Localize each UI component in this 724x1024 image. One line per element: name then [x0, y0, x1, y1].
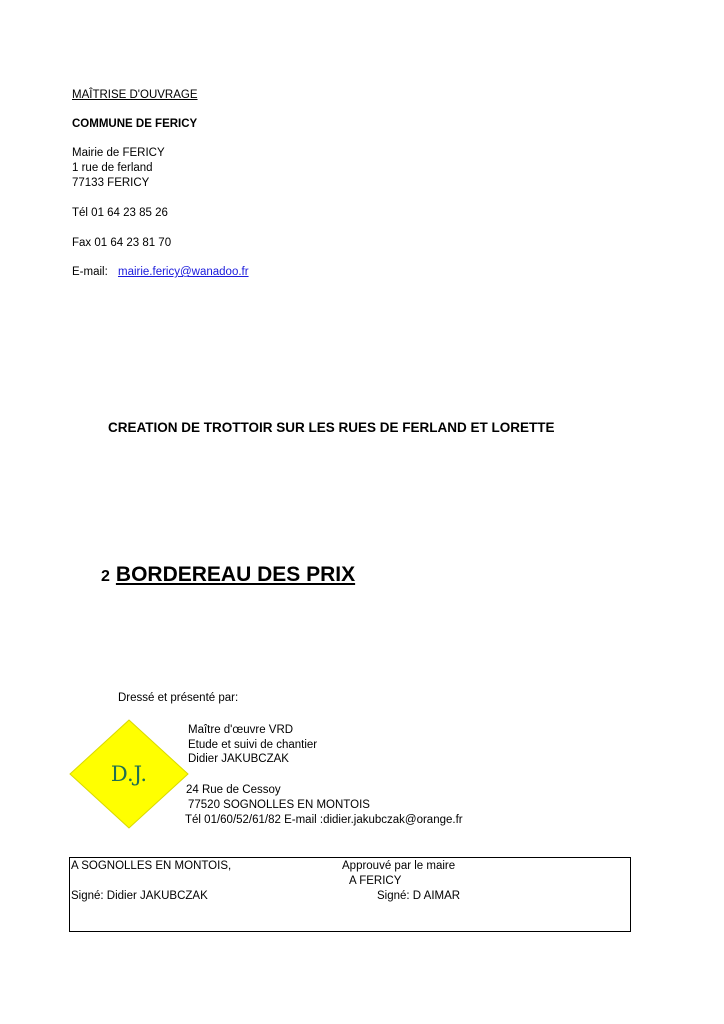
- author-intro: Dressé et présenté par:: [118, 692, 239, 704]
- logo-text: D.J.: [110, 762, 148, 786]
- signature-right-approved: Approuvé par le maire: [342, 860, 456, 872]
- signature-left-signed: Signé: Didier JAKUBCZAK: [71, 890, 208, 902]
- signature-right-place: A FERICY: [349, 875, 402, 887]
- author-contact: Tél 01/60/52/61/82 E-mail :didier.jakubczak@orange.fr: [185, 814, 463, 826]
- project-title: CREATION DE TROTTOIR SUR LES RUES DE FERLAND ET LORETTE: [108, 420, 555, 435]
- author-line-3: Didier JAKUBCZAK: [188, 753, 289, 765]
- owner-heading: MAÎTRISE D'OUVRAGE: [72, 89, 198, 101]
- author-address-line-1: 24 Rue de Cessoy: [186, 784, 281, 796]
- author-line-2: Etude et suivi de chantier: [188, 739, 318, 751]
- author-address-line-2: 77520 SOGNOLLES EN MONTOIS: [188, 799, 370, 811]
- owner-fax: Fax 01 64 23 81 70: [72, 237, 172, 249]
- document-title: [101, 563, 355, 589]
- signature-left-place: A SOGNOLLES EN MONTOIS,: [71, 860, 232, 872]
- dj-logo: [68, 718, 190, 830]
- document-number: 2: [101, 568, 110, 585]
- signature-right-signed: Signé: D AIMAR: [377, 890, 461, 902]
- owner-tel: Tél 01 64 23 85 26: [72, 207, 168, 219]
- author-line-1: Maître d'œuvre VRD: [188, 724, 294, 736]
- document-title-text: BORDEREAU DES PRIX: [115, 563, 356, 586]
- owner-address-line-3: 77133 FERICY: [72, 177, 150, 189]
- owner-address-line-1: Mairie de FERICY: [72, 147, 165, 159]
- owner-address-line-2: 1 rue de ferland: [72, 162, 153, 174]
- owner-email-label: E-mail:: [72, 266, 108, 278]
- owner-name: COMMUNE DE FERICY: [72, 118, 198, 130]
- owner-email-link[interactable]: mairie.fericy@wanadoo.fr: [118, 266, 249, 278]
